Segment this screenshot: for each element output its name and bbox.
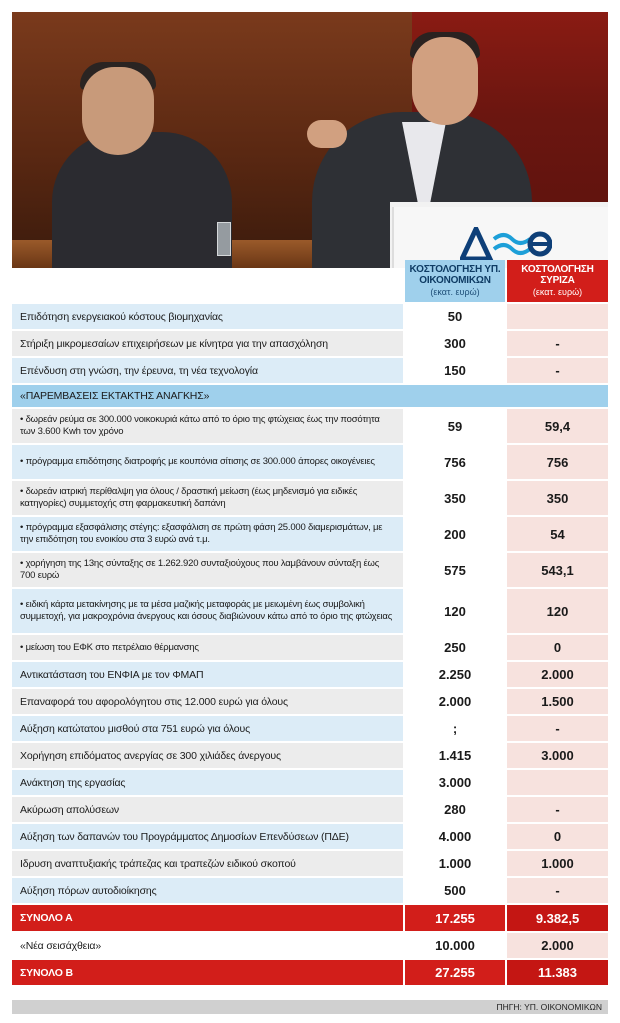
syriza-header-title: ΚΟΣΤΟΛΟΓΗΣΗ ΣΥΡΙΖΑ — [521, 264, 594, 286]
row-label: Ακύρωση απολύσεων — [12, 797, 403, 822]
ministry-value: 200 — [405, 517, 505, 551]
ministry-header-title: ΚΟΣΤΟΛΟΓΗΣΗ ΥΠ. ΟΙΚΟΝΟΜΙΚΩΝ — [409, 264, 501, 286]
ministry-total-b: 27.255 — [405, 960, 505, 985]
syriza-value: 756 — [507, 445, 608, 479]
syriza-costing-header — [507, 260, 608, 302]
table-row — [12, 824, 608, 849]
total-a-label: ΣΥΝΟΛΟ Α — [12, 905, 403, 931]
ministry-value: ; — [405, 716, 505, 741]
table-row — [12, 662, 608, 687]
ministry-value: 280 — [405, 797, 505, 822]
source-note: ΠΗΓΗ: ΥΠ. ΟΙΚΟΝΟΜΙΚΩΝ — [12, 1000, 608, 1014]
table-row — [12, 517, 608, 551]
syriza-value — [507, 304, 608, 329]
syriza-value: 543,1 — [507, 553, 608, 587]
total-b-label: ΣΥΝΟΛΟ Β — [12, 960, 403, 985]
syriza-value: 3.000 — [507, 743, 608, 768]
deth-logo — [460, 227, 552, 261]
row-label: Αύξηση των δαπανών του Προγράμματος Δημοσίων Επενδύσεων (ΠΔΕ) — [12, 824, 403, 849]
seated-man-figure — [52, 132, 232, 268]
table-row — [12, 358, 608, 383]
seated-man-head — [82, 67, 154, 155]
syriza-value: - — [507, 878, 608, 903]
row-label: • δωρεάν ρεύμα σε 300.000 νοικοκυριά κάτω από το όριο της φτώχειας έως την ποσότητα των 3.600 Kwh τον χρόνο — [12, 409, 403, 443]
syriza-value: 350 — [507, 481, 608, 515]
pointing-hand — [307, 120, 347, 148]
syriza-value: 1.000 — [507, 851, 608, 876]
row-label: • μείωση του ΕΦΚ στο πετρέλαιο θέρμανσης — [12, 635, 403, 660]
syriza-value: - — [507, 797, 608, 822]
row-label: Επένδυση στη γνώση, την έρευνα, τη νέα τεχνολογία — [12, 358, 403, 383]
row-label: • πρόγραμμα εξασφάλισης στέγης: εξασφάλιση σε πρώτη φάση 25.000 διαμερισμάτων, με την επιδότηση του ενοικίου στα 3 ευρώ ανά τ.μ. — [12, 517, 403, 551]
table-row — [12, 878, 608, 903]
syriza-value: 2.000 — [507, 662, 608, 687]
row-label: Ιδρυση αναπτυξιακής τράπεζας και τραπεζών ειδικού σκοπού — [12, 851, 403, 876]
ministry-header-unit: (εκατ. ευρώ) — [430, 287, 480, 297]
ministry-value: 500 — [405, 878, 505, 903]
ministry-value: 3.000 — [405, 770, 505, 795]
row-label: Αύξηση πόρων αυτοδιοίκησης — [12, 878, 403, 903]
table-row — [12, 481, 608, 515]
ministry-value: 1.000 — [405, 851, 505, 876]
table-row — [12, 445, 608, 479]
syriza-value: 1.500 — [507, 689, 608, 714]
water-glass — [217, 222, 231, 256]
total-b-row — [12, 960, 608, 985]
row-label: • δωρεάν ιατρική περίθαλψη για όλους / δραστική μείωση (έως μηδενισμό για ειδικές κατηγορίες) συμμετοχής στη φαρμακευτική δαπάνη — [12, 481, 403, 515]
syriza-total-a: 9.382,5 — [507, 905, 608, 931]
ministry-value: 120 — [405, 589, 505, 633]
table-row — [12, 589, 608, 633]
row-label: Ανάκτηση της εργασίας — [12, 770, 403, 795]
row-label: • χορήγηση της 13ης σύνταξης σε 1.262.920 συνταξιούχους που λαμβάνουν σύνταξη έως 700 ευρώ — [12, 553, 403, 587]
syriza-value: 0 — [507, 824, 608, 849]
row-label: «Νέα σεισάχθεια» — [12, 933, 403, 958]
table-row — [12, 716, 608, 741]
row-label: Επαναφορά του αφορολόγητου στις 12.000 ευρώ για όλους — [12, 689, 403, 714]
syriza-value: 0 — [507, 635, 608, 660]
ministry-value: 350 — [405, 481, 505, 515]
table-row — [12, 743, 608, 768]
row-label: Χορήγηση επιδόματος ανεργίας σε 300 χιλιάδες άνεργους — [12, 743, 403, 768]
ministry-value: 10.000 — [405, 933, 505, 958]
table-row — [12, 409, 608, 443]
table-row — [12, 797, 608, 822]
parliament-photo — [12, 12, 608, 268]
ministry-value: 2.000 — [405, 689, 505, 714]
ministry-total-a: 17.255 — [405, 905, 505, 931]
table-row — [12, 933, 608, 958]
section-header-row — [12, 385, 608, 407]
table-row — [12, 770, 608, 795]
syriza-value: 54 — [507, 517, 608, 551]
syriza-value: - — [507, 331, 608, 356]
table-row — [12, 689, 608, 714]
costing-table — [12, 304, 608, 987]
syriza-value: 59,4 — [507, 409, 608, 443]
syriza-header-unit: (εκατ. ευρώ) — [532, 287, 583, 297]
row-label: Στήριξη μικρομεσαίων επιχειρήσεων με κίνητρα για την απασχόληση — [12, 331, 403, 356]
ministry-value: 575 — [405, 553, 505, 587]
ministry-value: 300 — [405, 331, 505, 356]
ministry-value: 4.000 — [405, 824, 505, 849]
syriza-value: 2.000 — [507, 933, 608, 958]
syriza-value — [507, 770, 608, 795]
table-row — [12, 331, 608, 356]
table-row — [12, 635, 608, 660]
ministry-value: 2.250 — [405, 662, 505, 687]
row-label: Αντικατάσταση του ΕΝΦΙΑ με τον ΦΜΑΠ — [12, 662, 403, 687]
table-row — [12, 304, 608, 329]
row-label: • ειδική κάρτα μετακίνησης με τα μέσα μαζικής μεταφοράς με μειωμένη έως συμβολική συμμετοχή, για μακροχρόνια άνεργους και όσους διαβιώνουν κάτω από το όριο της φτώχειας — [12, 589, 403, 633]
ministry-value: 50 — [405, 304, 505, 329]
ministry-costing-header — [405, 260, 505, 302]
row-label: Αύξηση κατώτατου μισθού στα 751 ευρώ για όλους — [12, 716, 403, 741]
table-row — [12, 553, 608, 587]
total-a-row — [12, 905, 608, 931]
syriza-value: 120 — [507, 589, 608, 633]
section-title: «ΠΑΡΕΜΒΑΣΕΙΣ ΕΚΤΑΚΤΗΣ ΑΝΑΓΚΗΣ» — [12, 385, 608, 407]
ministry-value: 59 — [405, 409, 505, 443]
speaker-head — [412, 37, 478, 125]
syriza-total-b: 11.383 — [507, 960, 608, 985]
row-label: Επιδότηση ενεργειακού κόστους βιομηχανίας — [12, 304, 403, 329]
ministry-value: 1.415 — [405, 743, 505, 768]
ministry-value: 250 — [405, 635, 505, 660]
syriza-value: - — [507, 716, 608, 741]
ministry-value: 150 — [405, 358, 505, 383]
table-row — [12, 851, 608, 876]
syriza-value: - — [507, 358, 608, 383]
ministry-value: 756 — [405, 445, 505, 479]
row-label: • πρόγραμμα επιδότησης διατροφής με κουπόνια σίτισης σε 300.000 άπορες οικογένειες — [12, 445, 403, 479]
